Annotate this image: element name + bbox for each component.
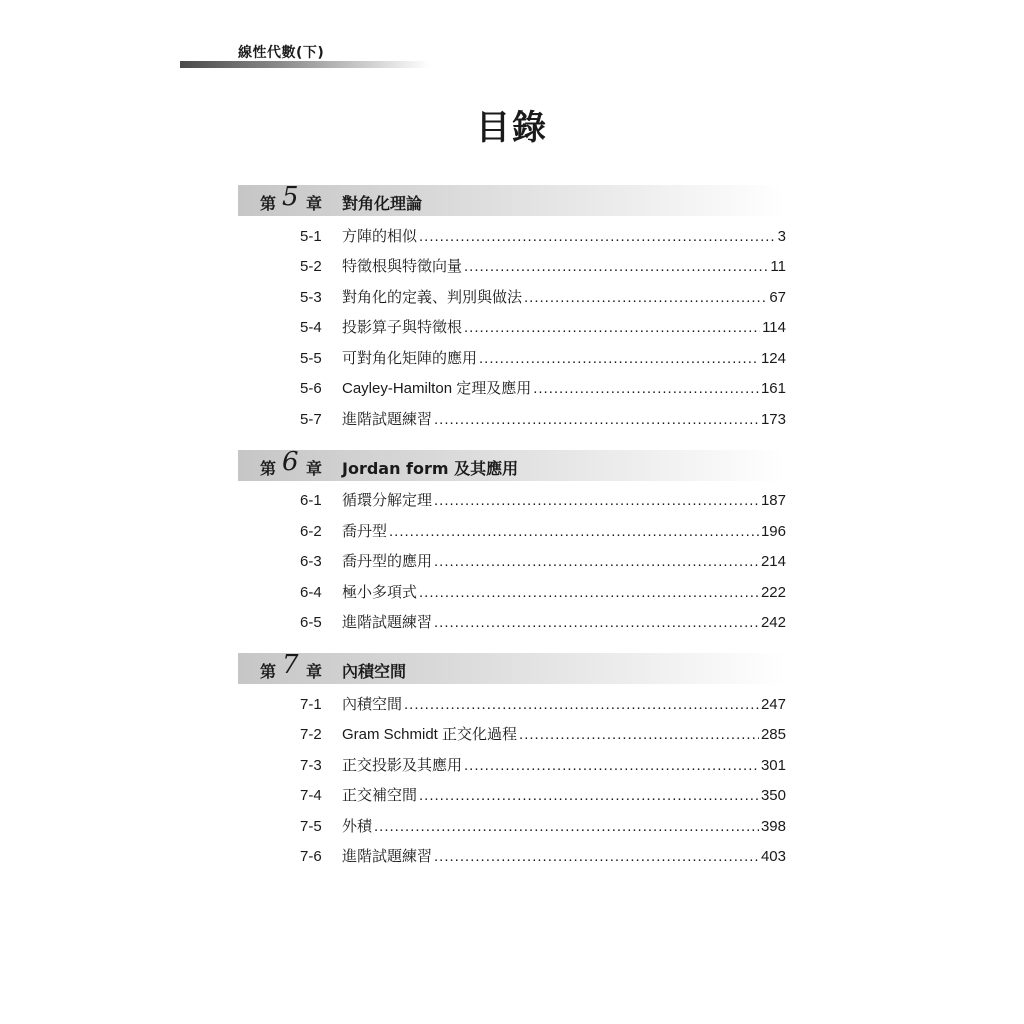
page-number: 3 bbox=[777, 228, 786, 245]
chapter-title: 內積空間 bbox=[342, 662, 407, 681]
chapter-prefix: 第 bbox=[260, 194, 277, 213]
dot-leader bbox=[434, 614, 759, 631]
section-number: 7-6 bbox=[300, 848, 322, 865]
toc-entry[interactable] bbox=[300, 377, 786, 399]
chapter-number: 7 bbox=[282, 650, 299, 680]
section-title: 進階試題練習 bbox=[342, 614, 433, 631]
page-number: 114 bbox=[762, 319, 786, 336]
page-number: 285 bbox=[760, 726, 786, 743]
page-title: 目錄 bbox=[476, 108, 548, 148]
section-number: 5-7 bbox=[300, 411, 322, 428]
section-number: 5-3 bbox=[300, 289, 322, 306]
section-number: 7-3 bbox=[300, 757, 322, 774]
section-number: 5-1 bbox=[300, 228, 322, 245]
dot-leader bbox=[389, 523, 759, 540]
section-title: 喬丹型 bbox=[342, 523, 388, 540]
section-number: 6-3 bbox=[300, 553, 322, 570]
toc-entry[interactable] bbox=[300, 316, 786, 338]
page-number: 350 bbox=[760, 787, 786, 804]
page-number: 222 bbox=[760, 584, 786, 601]
section-number: 6-1 bbox=[300, 492, 322, 509]
running-header-bar bbox=[180, 61, 430, 68]
toc-entry[interactable] bbox=[300, 784, 786, 806]
section-title: Cayley-Hamilton 定理及應用 bbox=[342, 380, 532, 397]
toc-entry[interactable] bbox=[300, 520, 786, 542]
dot-leader bbox=[519, 726, 759, 743]
page-number: 247 bbox=[760, 696, 786, 713]
chapter-title: Jordan form 及其應用 bbox=[342, 459, 519, 478]
section-number: 7-5 bbox=[300, 818, 322, 835]
page-number: 242 bbox=[760, 614, 786, 631]
chapter-title: 對角化理論 bbox=[342, 194, 423, 213]
page-number: 173 bbox=[760, 411, 786, 428]
chapter-number: 5 bbox=[282, 182, 299, 212]
section-number: 5-4 bbox=[300, 319, 322, 336]
dot-leader bbox=[434, 848, 759, 865]
section-title: Gram Schmidt 正交化過程 bbox=[342, 726, 518, 743]
chapter-suffix: 章 bbox=[306, 194, 323, 213]
toc-entry[interactable] bbox=[300, 723, 786, 745]
page-number: 403 bbox=[760, 848, 786, 865]
section-title: 喬丹型的應用 bbox=[342, 553, 433, 570]
dot-leader bbox=[479, 350, 759, 367]
dot-leader bbox=[434, 553, 759, 570]
page-number: 124 bbox=[760, 350, 786, 367]
toc-entry[interactable] bbox=[300, 815, 786, 837]
section-number: 5-2 bbox=[300, 258, 322, 275]
section-number: 5-6 bbox=[300, 380, 322, 397]
chapter-heading bbox=[238, 182, 785, 216]
toc-entry[interactable] bbox=[300, 754, 786, 776]
toc-entry[interactable] bbox=[300, 286, 786, 308]
toc-entry[interactable] bbox=[300, 255, 786, 277]
dot-leader bbox=[404, 696, 759, 713]
section-number: 6-4 bbox=[300, 584, 322, 601]
chapter-suffix: 章 bbox=[306, 662, 323, 681]
dot-leader bbox=[464, 258, 768, 275]
dot-leader bbox=[434, 492, 759, 509]
chapter-suffix: 章 bbox=[306, 459, 323, 478]
section-title: 可對角化矩陣的應用 bbox=[342, 350, 478, 367]
page-number: 67 bbox=[769, 289, 786, 306]
section-title: 特徵根與特徵向量 bbox=[342, 258, 463, 275]
section-title: 內積空間 bbox=[342, 696, 403, 713]
dot-leader bbox=[464, 319, 760, 336]
section-title: 循環分解定理 bbox=[342, 492, 433, 509]
toc-entry[interactable] bbox=[300, 550, 786, 572]
toc-entry[interactable] bbox=[300, 347, 786, 369]
dot-leader bbox=[533, 380, 759, 397]
section-title: 外積 bbox=[342, 818, 373, 835]
section-title: 對角化的定義、判別與做法 bbox=[342, 289, 523, 306]
page-number: 398 bbox=[760, 818, 786, 835]
chapter-heading bbox=[238, 447, 785, 481]
page-number: 196 bbox=[760, 523, 786, 540]
toc-entry[interactable] bbox=[300, 489, 786, 511]
dot-leader bbox=[374, 818, 759, 835]
running-header-title: 線性代數(下) bbox=[238, 45, 325, 61]
dot-leader bbox=[419, 787, 759, 804]
chapter-number: 6 bbox=[282, 447, 299, 477]
section-title: 進階試題練習 bbox=[342, 411, 433, 428]
dot-leader bbox=[419, 584, 759, 601]
toc-entry[interactable] bbox=[300, 845, 786, 867]
page-number: 11 bbox=[770, 258, 786, 275]
section-number: 7-4 bbox=[300, 787, 322, 804]
chapter-heading bbox=[238, 650, 785, 684]
section-number: 5-5 bbox=[300, 350, 322, 367]
chapter-prefix: 第 bbox=[260, 662, 277, 681]
page-number: 301 bbox=[760, 757, 786, 774]
toc-entry[interactable] bbox=[300, 693, 786, 715]
toc-entry[interactable] bbox=[300, 611, 786, 633]
section-number: 6-2 bbox=[300, 523, 322, 540]
section-number: 7-1 bbox=[300, 696, 322, 713]
page-number: 214 bbox=[760, 553, 786, 570]
toc-entry[interactable] bbox=[300, 581, 786, 603]
toc-entry[interactable] bbox=[300, 408, 786, 430]
dot-leader bbox=[434, 411, 759, 428]
section-number: 7-2 bbox=[300, 726, 322, 743]
section-title: 正交補空間 bbox=[342, 787, 418, 804]
dot-leader bbox=[419, 228, 776, 245]
page-number: 187 bbox=[760, 492, 786, 509]
chapter-prefix: 第 bbox=[260, 459, 277, 478]
section-title: 極小多項式 bbox=[342, 584, 418, 601]
section-number: 6-5 bbox=[300, 614, 322, 631]
section-title: 投影算子與特徵根 bbox=[342, 319, 463, 336]
dot-leader bbox=[524, 289, 767, 306]
dot-leader bbox=[464, 757, 759, 774]
section-title: 正交投影及其應用 bbox=[342, 757, 463, 774]
page-number: 161 bbox=[760, 380, 786, 397]
section-title: 方陣的相似 bbox=[342, 228, 418, 245]
section-title: 進階試題練習 bbox=[342, 848, 433, 865]
toc-entry[interactable] bbox=[300, 225, 786, 247]
